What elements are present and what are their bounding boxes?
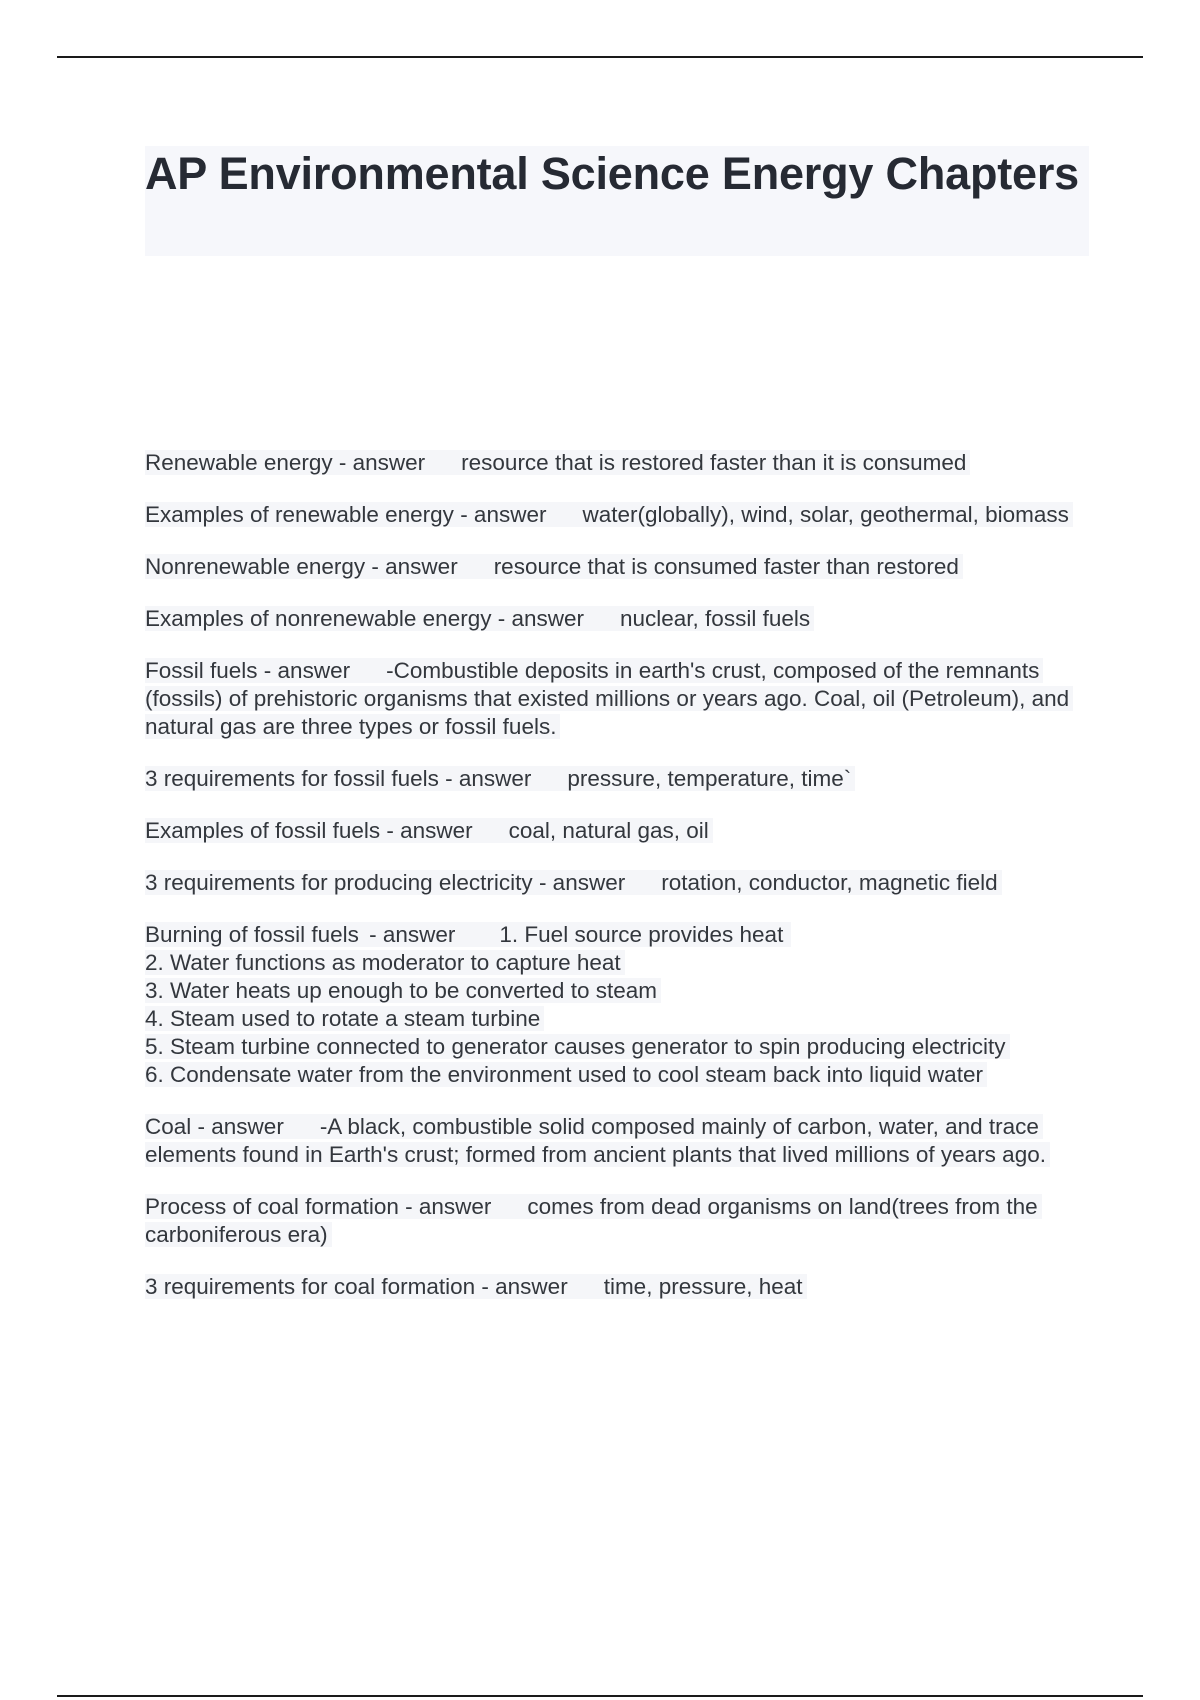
- card-term: 3 requirements for producing electricity: [145, 870, 533, 895]
- card-separator: - answer: [365, 554, 458, 579]
- flashcard: [145, 657, 1105, 741]
- page-title: AP Environmental Science Energy Chapters: [145, 148, 1079, 199]
- card-separator: - answer: [475, 1274, 568, 1299]
- card-term: Examples of nonrenewable energy: [145, 606, 492, 631]
- top-rule: [57, 56, 1143, 58]
- card-separator: - answer: [363, 922, 460, 947]
- flashcard: [145, 869, 1105, 897]
- flashcard: [145, 501, 1105, 529]
- flashcard: [145, 605, 1105, 633]
- flashcard: [145, 553, 1105, 581]
- card-term: Examples of renewable energy: [145, 502, 454, 527]
- card-term: Coal: [145, 1114, 192, 1139]
- flashcard-list: [145, 449, 1105, 1325]
- card-separator: - answer: [438, 766, 532, 791]
- card-definition: 1. Fuel source provides heat: [499, 922, 787, 947]
- card-term: Fossil fuels: [145, 658, 258, 683]
- card-term: Examples of fossil fuels: [145, 818, 381, 843]
- card-definition: -Combustible deposits in earth's crust, composed of the remnants (fossils) of prehistoric organisms that existed millions or years ago. Coal, oil (Petroleum), and natural gas are three types or fossil fuels.: [145, 658, 1070, 739]
- card-definition-line: 6. Condensate water from the environment used to cool steam back into liquid water: [145, 1062, 987, 1087]
- card-definition: comes from dead organisms on land(trees from the carboniferous era): [145, 1194, 1038, 1247]
- card-term: Burning of fossil fuels: [145, 922, 363, 947]
- card-definition: rotation, conductor, magnetic field: [661, 870, 998, 895]
- card-separator: - answer: [332, 450, 426, 475]
- card-definition-line: 5. Steam turbine connected to generator causes generator to spin producing electricity: [145, 1034, 1010, 1059]
- flashcard: [145, 817, 1105, 845]
- flashcard: [145, 765, 1105, 793]
- title-block: [145, 146, 1089, 256]
- card-definition: nuclear, fossil fuels: [620, 606, 811, 631]
- bottom-rule: [57, 1695, 1143, 1697]
- card-definition: resource that is consumed faster than restored: [493, 554, 959, 579]
- card-definition: resource that is restored faster than it is consumed: [461, 450, 967, 475]
- card-separator: - answer: [532, 870, 626, 895]
- flashcard: [145, 1113, 1105, 1169]
- card-term: Renewable energy: [145, 450, 333, 475]
- card-term: Nonrenewable energy: [145, 554, 366, 579]
- card-separator: - answer: [453, 502, 547, 527]
- flashcard: [145, 1273, 1105, 1301]
- card-term: Process of coal formation: [145, 1194, 399, 1219]
- card-definition: -A black, combustible solid composed mainly of carbon, water, and trace elements found in Earth's crust; formed from ancient plants that lived millions of years ago.: [145, 1114, 1046, 1167]
- flashcard: [145, 921, 1105, 1089]
- card-separator: - answer: [398, 1194, 492, 1219]
- card-definition: coal, natural gas, oil: [508, 818, 709, 843]
- card-separator: - answer: [191, 1114, 284, 1139]
- card-definition-line: 3. Water heats up enough to be converted to steam: [145, 978, 661, 1003]
- card-definition-line: 4. Steam used to rotate a steam turbine: [145, 1006, 544, 1031]
- card-definition-line: 2. Water functions as moderator to capture heat: [145, 950, 625, 975]
- card-definition: time, pressure, heat: [603, 1274, 803, 1299]
- flashcard: [145, 1193, 1105, 1249]
- card-term: 3 requirements for coal formation: [145, 1274, 476, 1299]
- card-definition: water(globally), wind, solar, geothermal, biomass: [582, 502, 1069, 527]
- flashcard: [145, 449, 1105, 477]
- card-separator: - answer: [491, 606, 584, 631]
- card-separator: - answer: [380, 818, 473, 843]
- card-separator: - answer: [257, 658, 351, 683]
- card-term: 3 requirements for fossil fuels: [145, 766, 439, 791]
- card-definition: pressure, temperature, time`: [567, 766, 852, 791]
